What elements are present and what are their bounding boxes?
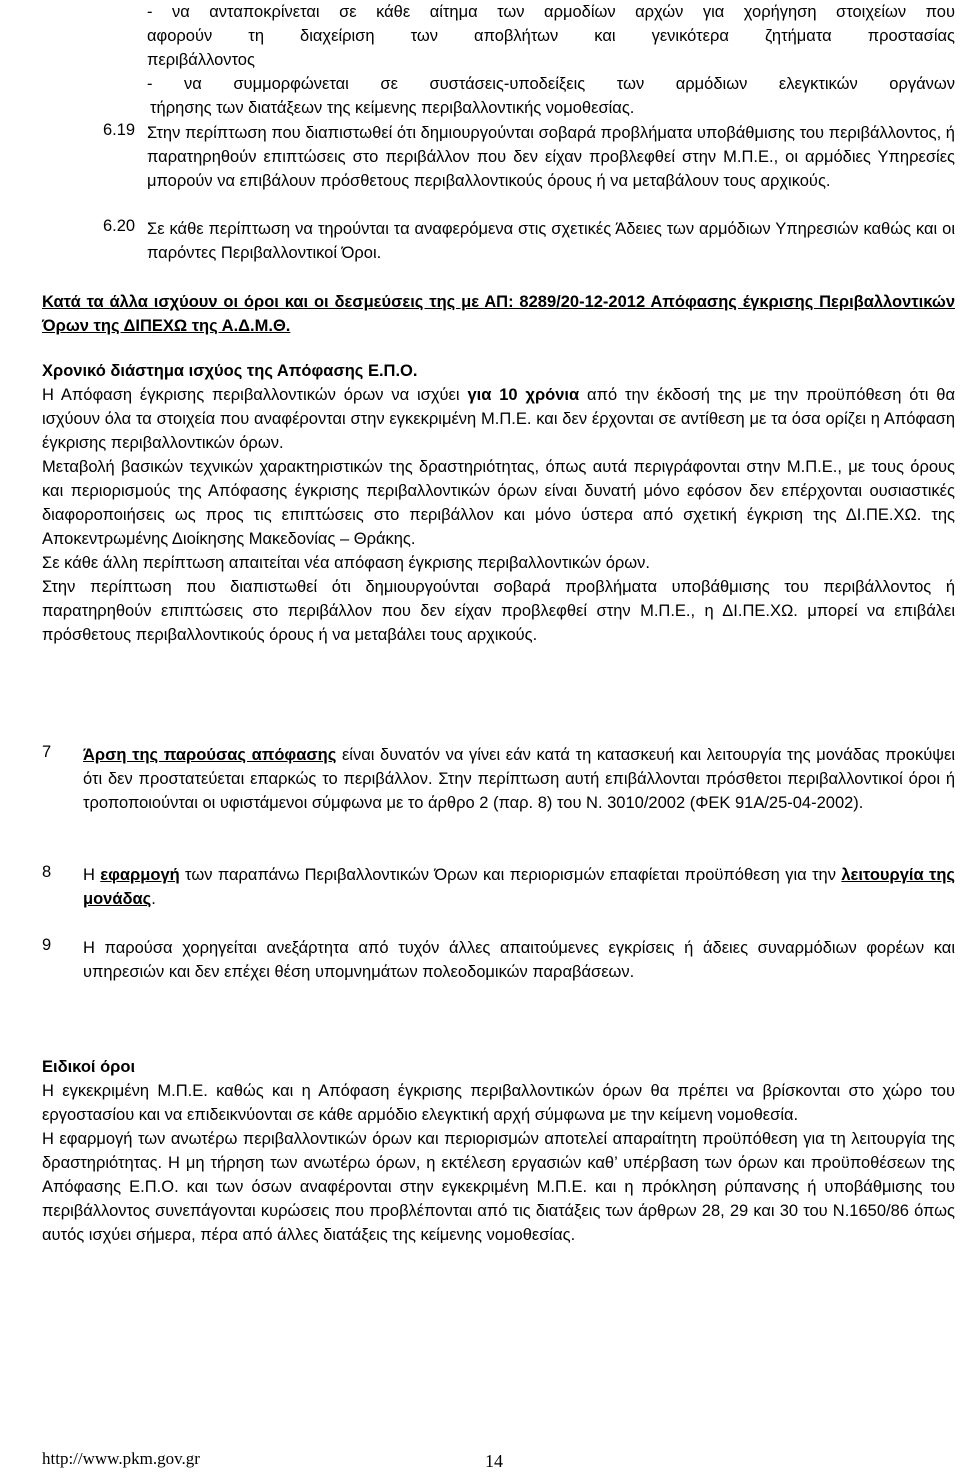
item-8 [42,863,955,911]
item-7-body: είναι δυνατόν να γίνει εάν κατά τη κατασκευή και λειτουργία της μονάδας προκύψει ότι δεν προστατεύεται επαρκώς το περιβάλλον. Στην περίπτωση αυτή επιβάλλονται πρόσθετοι περιβαλλοντικοί όροι ή τροποποιούνται οι υφιστάμενοι σύμφωνα με το άρθρο 2 (παρ. 8) του Ν. 3010/2002 (ΦΕΚ 91Α/25-04-2002). [83,746,955,812]
special-terms-paragraph-1: Η εγκεκριμένη Μ.Π.Ε. καθώς και η Απόφαση έγκρισης περιβαλλοντικών όρων θα πρέπει να βρίσκονται στο χώρο του εργοστασίου και να επιδεικνύονται σε κάθε αρμόδιο ελεγκτική αρχή σύμφωνα με την κείμενη νομοθεσία. [42,1082,955,1124]
validity-paragraph-4: Στην περίπτωση που διαπιστωθεί ότι δημιουργούνται σοβαρά προβλήματα υποβάθμισης του περιβάλλοντος ή παρατηρηθούν επιπτώσεις στο περιβάλλον που δεν είχαν προβλεφθεί στην Μ.Π.Ε., η ΔΙ.ΠΕ.ΧΩ. μπορεί να επιβάλει πρόσθετους περιβαλλοντικούς όρους ή να μεταβάλει τους αρχικούς. [42,578,955,644]
item-8-number: 8 [42,863,52,881]
valid-terms-heading: Κατά τα άλλα ισχύουν οι όροι και οι δεσμεύσεις της με ΑΠ: 8289/20-12-2012 Απόφασης έγκρισης Περιβαλλοντικών Όρων της ΔΙΠΕΧΩ της Α.Δ.Μ.Θ. [42,293,955,335]
item-6-19-number: 6.19 [103,121,136,139]
top-bullets [147,0,955,120]
validity-section [42,359,955,647]
validity-p1-start: Η Απόφαση έγκρισης περιβαλλοντικών όρων να ισχύει [42,386,468,404]
item-7 [42,743,955,815]
item-6-20-number: 6.20 [103,217,136,235]
bullet-2-line-1: - να συμμορφώνεται σε συστάσεις-υποδείξεις των αρμόδιων ελεγκτικών οργάνων [147,75,955,93]
bullet-2-line-2: τήρησης των διατάξεων της κείμενης περιβαλλοντικής νομοθεσίας. [150,99,635,117]
validity-heading: Χρονικό διάστημα ισχύος της Απόφασης Ε.Π.Ο. [42,362,418,380]
item-8-part-e: . [151,890,156,908]
item-9 [42,936,955,984]
item-6-20 [103,217,955,265]
item-7-text [83,743,955,815]
item-7-title: Άρση της παρούσας απόφασης [83,746,337,764]
item-9-number: 9 [42,936,52,954]
validity-paragraph-1 [42,383,955,455]
special-terms-paragraph-2: Η εφαρμογή των ανωτέρω περιβαλλοντικών όρων και περιορισμών αποτελεί απαραίτητη προϋπόθεση για τη λειτουργία της δραστηριότητας. Η μη τήρηση των ανωτέρω όρων, η εκτέλεση εργασιών καθ’ υπέρβαση των όρων και προϋποθέσεων της Απόφασης Ε.Π.Ο. και των όσων αναφέρονται στην εγκεκριμένη Μ.Π.Ε. και η πρόκληση ρύπανσης ή υποβάθμισης του περιβάλλοντος συνεπάγονται κυρώσεις που προβλέπονται από τις διατάξεις των άρθρων 28, 29 και 30 του Ν.1650/86 όπως αυτός ισχύει σήμερα, πέρα από άλλες διατάξεις της κείμενης νομοθεσίας. [42,1130,955,1244]
item-6-20-text: Σε κάθε περίπτωση να τηρούνται τα αναφερόμενα στις σχετικές Άδειες των αρμόδιων Υπηρεσιών καθώς και οι παρόντες Περιβαλλοντικοί Όροι. [147,220,955,262]
validity-p1-end: από την έκδοσή της με την προϋπόθεση ότι θα ισχύουν όλα τα στοιχεία που αναφέρονται στην εγκεκριμένη Μ.Π.Ε. και δεν έρχονται σε αντίθεση με τα όσα ορίζει η Απόφαση έγκρισης περιβαλλοντικών όρων. [42,386,955,452]
special-terms-section [42,1055,955,1247]
item-8-part-a: Η [83,866,101,884]
bullet-1-line-3: περιβάλλοντος [147,51,255,69]
item-7-number: 7 [42,743,52,761]
validity-p1-duration: για 10 χρόνια [467,386,580,404]
bullet-1-line-2: αφορούν τη διαχείριση των αποβλήτων και γενικότερα ζητήματα προστασίας [147,27,955,45]
page-number: 14 [485,1451,503,1471]
valid-terms-block [42,290,955,338]
footer-url: http://www.pkm.gov.gr [42,1449,200,1468]
item-6-19-text: Στην περίπτωση που διαπιστωθεί ότι δημιουργούνται σοβαρά προβλήματα υποβάθμισης του περιβάλλοντος, ή παρατηρηθούν επιπτώσεις στο περιβάλλον που δεν είχαν προβλεφθεί στην Μ.Π.Ε., οι αρμόδιες Υπηρεσίες μπορούν να επιβάλουν πρόσθετους περιβαλλοντικούς όρους ή να μεταβάλουν τους αρχικούς. [147,124,955,190]
item-8-text [83,863,955,911]
special-terms-heading: Ειδικοί όροι [42,1058,136,1076]
item-8-part-c: των παραπάνω Περιβαλλοντικών Όρων και περιορισμών επαφίεται προϋπόθεση για την [179,866,842,884]
item-6-19 [103,121,955,193]
bullet-1-line-1: - να ανταποκρίνεται σε κάθε αίτημα των αρμοδίων αρχών για χορήγηση στοιχείων που [147,3,955,21]
item-8-underlined-1: εφαρμογή [100,866,180,884]
validity-paragraph-2: Μεταβολή βασικών τεχνικών χαρακτηριστικών της δραστηριότητας, όπως αυτά περιγράφονται στην Μ.Π.Ε., με τους όρους και περιορισμούς της Απόφασης έγκρισης περιβαλλοντικών όρων είναι δυνατή μόνο εφόσον δεν επέρχονται ουσιαστικές διαφοροποιήσεις ως προς τις επιπτώσεις στο περιβάλλον και μόνο ύστερα από σχετική έγκριση της ΔΙ.ΠΕ.ΧΩ. της Αποκεντρωμένης Διοίκησης Μακεδονίας – Θράκης. [42,458,955,548]
item-9-text: Η παρούσα χορηγείται ανεξάρτητα από τυχόν άλλες απαιτούμενες εγκρίσεις ή άδειες συναρμόδιων φορέων και υπηρεσιών και δεν επέχει θέση υπομνημάτων πολεοδομικών παραβάσεων. [83,939,955,981]
validity-paragraph-3: Σε κάθε άλλη περίπτωση απαιτείται νέα απόφαση έγκρισης περιβαλλοντικών όρων. [42,554,650,572]
item-8-underlined-2: λειτουργία της μονάδας [83,866,955,908]
